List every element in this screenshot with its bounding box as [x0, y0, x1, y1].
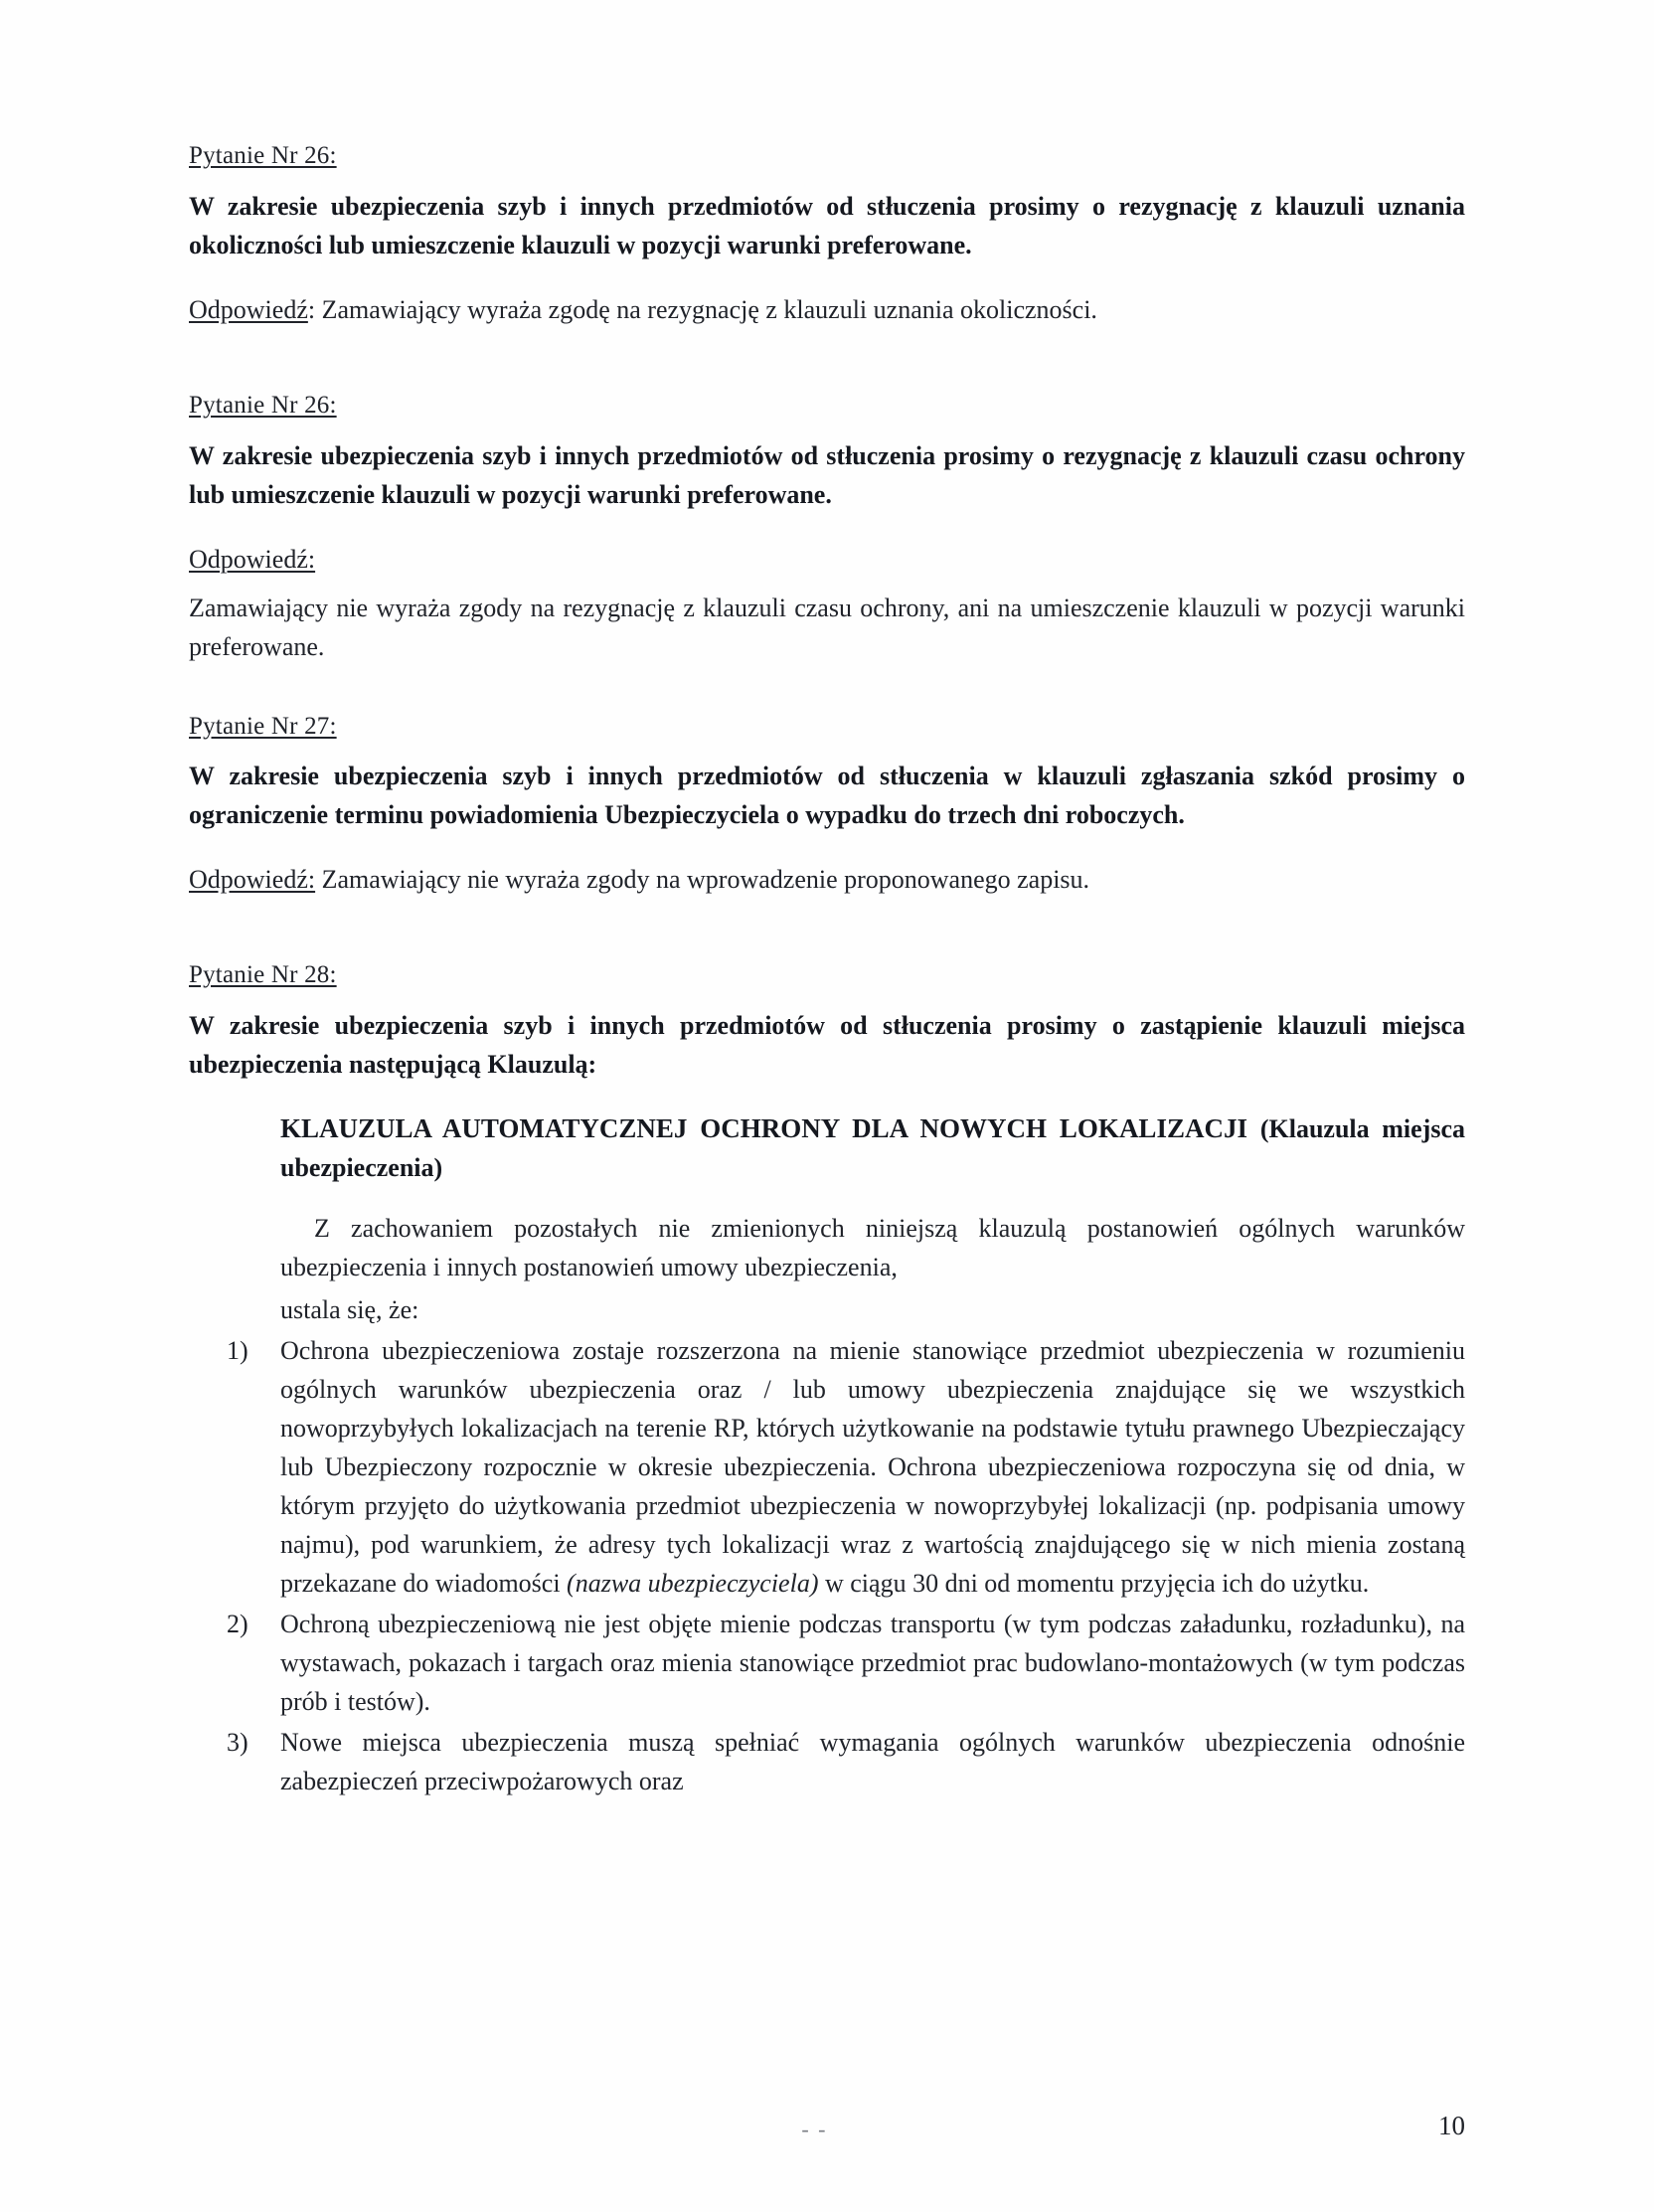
question-label: Pytanie Nr 28:: [189, 961, 337, 989]
question-text: W zakresie ubezpieczenia szyb i innych przedmiotów od stłuczenia prosimy o rezygnację z klauzuli uznania okoliczności lub umieszczenie klauzuli w pozycji warunki preferowane.: [189, 191, 1465, 259]
section-question-28: [189, 958, 1465, 1084]
question-text: W zakresie ubezpieczenia szyb i innych przedmiotów od stłuczenia w klauzuli zgłaszania szkód prosimy o ograniczenie terminu powiadomienia Ubezpieczyciela o wypadku do trzech dni roboczych.: [189, 762, 1465, 830]
footer-marks: - -: [801, 2117, 828, 2141]
page-number: 10: [1438, 2111, 1465, 2140]
answer-text: Zamawiający nie wyraża zgody na wprowadzenie proponowanego zapisu.: [315, 865, 1090, 895]
list-item-italic: (nazwa ubezpieczyciela): [567, 1569, 819, 1599]
answer-paragraph: [189, 290, 1465, 329]
list-item-text: Nowe miejsca ubezpieczenia muszą spełniać wymagania ogólnych warunków ubezpieczenia odnośnie zabezpieczeń przeciwpożarowych oraz: [280, 1728, 1465, 1796]
section-question-27: [189, 710, 1465, 900]
page-footer: [189, 2111, 1465, 2150]
list-item: [189, 1331, 1465, 1603]
answer-lead: Odpowiedź:: [189, 865, 316, 895]
list-marker: 2): [227, 1610, 248, 1639]
list-item: [189, 1723, 1465, 1800]
answer-paragraph: [189, 860, 1465, 899]
answer-lead: Odpowiedź:: [189, 544, 316, 574]
section-question-26a: [189, 139, 1465, 329]
list-item: [189, 1605, 1465, 1721]
answer-lead: Odpowiedź: [189, 294, 308, 324]
list-marker: 1): [227, 1336, 248, 1366]
section-question-26b: [189, 389, 1465, 666]
answer-text: : Zamawiający wyraża zgodę na rezygnację z klauzuli uznania okoliczności.: [307, 294, 1097, 324]
list-item-text-cont: w ciągu 30 dni od momentu przyjęcia ich do użytku.: [818, 1569, 1370, 1599]
question-label: Pytanie Nr 26:: [189, 391, 337, 419]
question-text: W zakresie ubezpieczenia szyb i innych przedmiotów od stłuczenia prosimy o rezygnację z klauzuli czasu ochrony lub umieszczenie klauzuli w pozycji warunki preferowane.: [189, 440, 1465, 509]
spacer: [189, 692, 1465, 710]
spacer: [189, 925, 1465, 958]
question-text: W zakresie ubezpieczenia szyb i innych przedmiotów od stłuczenia prosimy o zastąpienie klauzuli miejsca ubezpieczenia następującą Klauzulą:: [189, 1011, 1465, 1079]
clause-subtitle: (Klauzula miejsca ubezpieczenia): [280, 1114, 1465, 1183]
list-item-text: Ochrona ubezpieczeniowa zostaje rozszerzona na mienie stanowiące przedmiot ubezpieczenia w rozumieniu ogólnych warunków ubezpieczenia oraz / lub umowy ubezpieczenia znajdujące się we wszystkich nowoprzybyłych lokalizacjach na terenie RP, których użytkowanie na podstawie tytułu prawnego Ubezpieczający lub Ubezpieczony rozpocznie w okresie ubezpieczenia. Ochrona ubezpieczeniowa rozpoczyna się od dnia, w którym przyjęto do użytkowania przedmiot ubezpieczenia w nowoprzybyłej lokalizacji (np. podpisania umowy najmu), pod warunkiem, że adresy tych lokalizacji wraz z wartością znajdującego się w nich mienia zostaną przekazane do wiadomości: [280, 1336, 1465, 1599]
clause-title-main: KLAUZULA AUTOMATYCZNEJ OCHRONY DLA NOWYCH LOKALIZACJI: [280, 1113, 1247, 1143]
clause-intro-second: ustala się, że:: [280, 1295, 419, 1325]
clause-block: [189, 1109, 1465, 1800]
answer-text: Zamawiający nie wyraża zgody na rezygnację z klauzuli czasu ochrony, ani na umieszczenie klauzuli w pozycji warunki preferowane.: [189, 593, 1465, 661]
question-label: Pytanie Nr 27:: [189, 712, 337, 740]
clause-intro-first: Z zachowaniem pozostałych nie zmienionych niniejszą klauzulą postanowień ogólnych warunków ubezpieczenia i innych postanowień umowy ubezpieczenia,: [280, 1214, 1465, 1282]
clause-title: [189, 1109, 1465, 1187]
list-marker: 3): [227, 1728, 248, 1758]
list-item-text: Ochroną ubezpieczeniową nie jest objęte mienie podczas transportu (w tym podczas załadunku, rozładunku), na wystawach, pokazach i targach oraz mienia stanowiące przedmiot prac budowlano-montażowych (w tym podczas prób i testów).: [280, 1610, 1465, 1717]
question-label: Pytanie Nr 26:: [189, 142, 337, 169]
spacer: [189, 355, 1465, 389]
clause-list: [189, 1331, 1465, 1800]
